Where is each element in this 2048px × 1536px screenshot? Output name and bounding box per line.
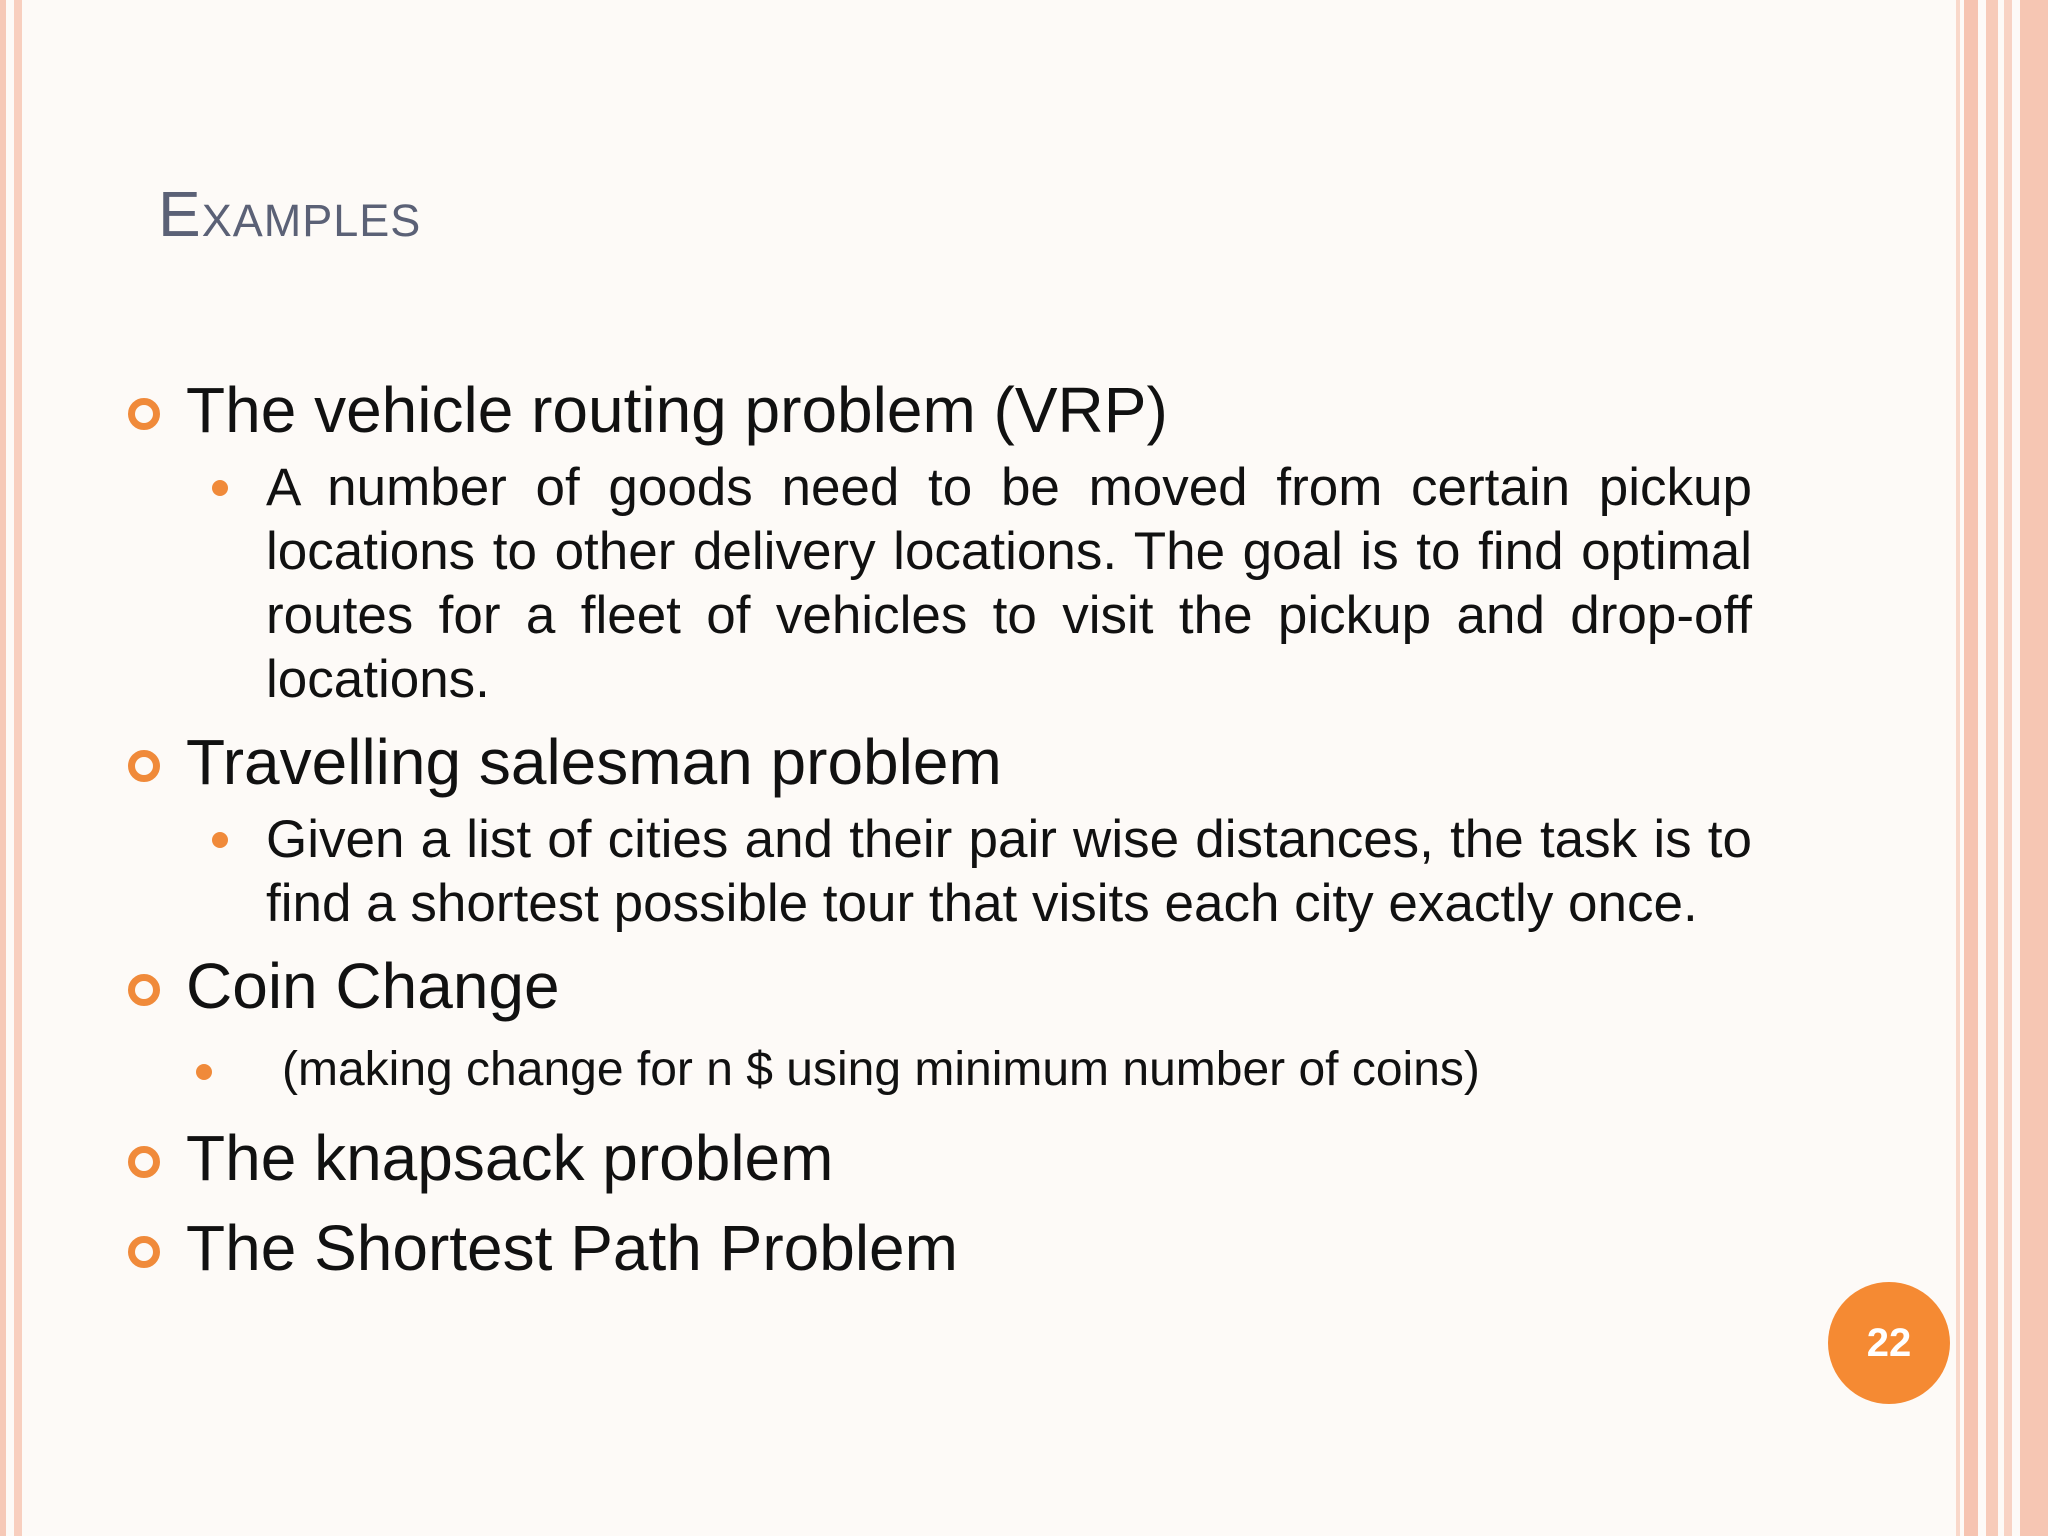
sub-bullet-text: Given a list of cities and their pair wise distances, the task is to find a shortest possible tour that visits each city exactly once. (266, 810, 1752, 933)
sub-bullet-text: A number of goods need to be moved from certain pickup locations to other delivery locations. The goal is to find optimal routes for a fleet of vehicles to visit the pickup and drop-off locations. (266, 458, 1752, 709)
bullet-heading: Coin Change (186, 950, 560, 1022)
sub-bullet-item (266, 456, 1752, 712)
bullet-heading: Travelling salesman problem (186, 726, 1002, 798)
right-border-stripe (2020, 0, 2048, 1536)
bullet-heading: The vehicle routing problem (VRP) (186, 374, 1168, 446)
dot-bullet-icon (212, 832, 228, 848)
right-border-stripe (1964, 0, 1978, 1536)
sub-bullet-text: (making change for n $ using minimum number of coins) (282, 1043, 1480, 1096)
dot-bullet-icon (196, 1064, 212, 1080)
sub-bullet-item (266, 808, 1752, 936)
slide-title: Examples (158, 178, 422, 250)
left-border-stripe (0, 0, 6, 1536)
right-border-stripe (1986, 0, 1998, 1536)
bullet-item (126, 1118, 1756, 1198)
bullet-list (126, 360, 1756, 1288)
ring-bullet-icon (128, 398, 160, 430)
left-border-stripe (14, 0, 22, 1536)
bullet-item (126, 722, 1756, 802)
right-border-stripe (2004, 0, 2012, 1536)
dot-bullet-icon (212, 480, 228, 496)
bullet-item (126, 370, 1756, 450)
bullet-heading: The Shortest Path Problem (186, 1212, 958, 1284)
page-number-badge: 22 (1828, 1282, 1950, 1404)
bullet-heading: The knapsack problem (186, 1122, 834, 1194)
bullet-item (126, 946, 1756, 1026)
ring-bullet-icon (128, 750, 160, 782)
ring-bullet-icon (128, 1146, 160, 1178)
bullet-item (126, 1208, 1756, 1288)
sub-bullet-item (266, 1038, 1768, 1102)
right-border-stripe (1956, 0, 1960, 1536)
ring-bullet-icon (128, 1236, 160, 1268)
ring-bullet-icon (128, 974, 160, 1006)
